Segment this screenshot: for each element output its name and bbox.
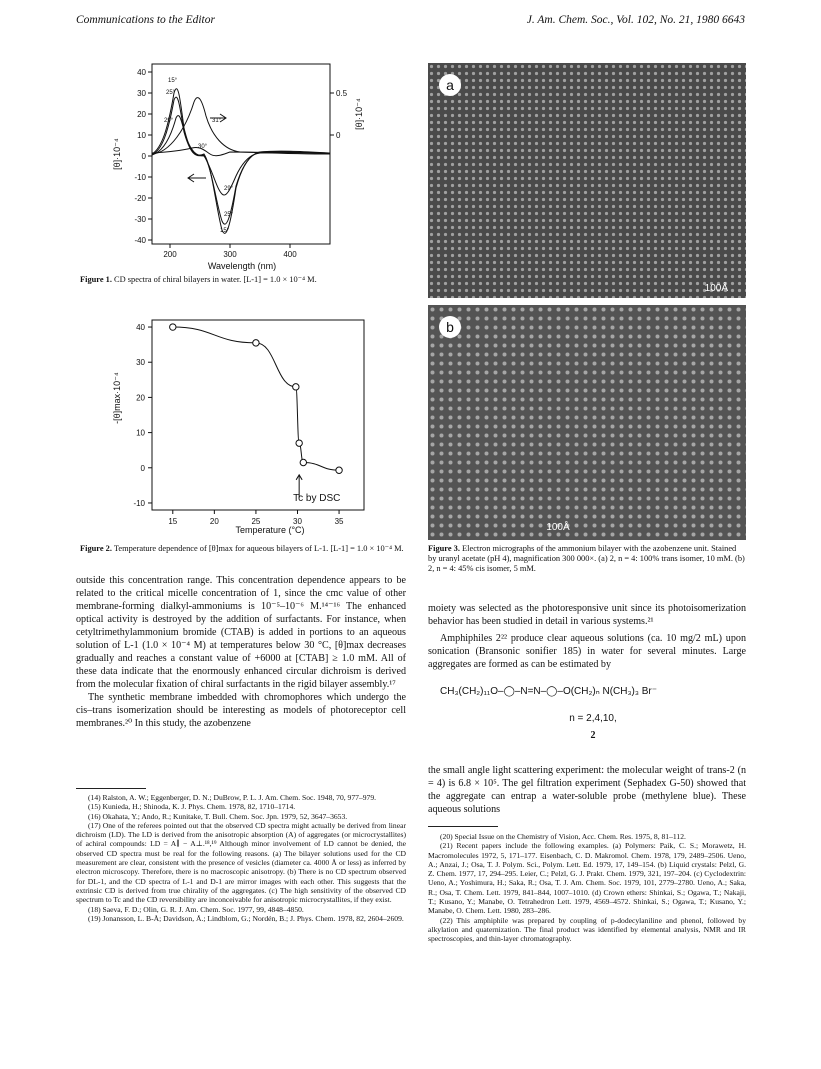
f1-right-tick: 0.5 — [336, 89, 348, 98]
f2-ytick-label: 10 — [136, 428, 145, 438]
f2-xtick-label: 35 — [334, 517, 344, 526]
left-paragraph-1: outside this concentration range. This concentration dependence appears to be related to the critical micelle concentration of 1, since the cmc value of other membrane-forming dialkyl-ammoniums is 10⁻⁵–10⁻⁶ M.¹⁴⁻¹⁶ The enhanced optical activity is destroyed by the addition of surfactants. For instance, when cetyltrimethylammonium bromide (CTAB) is added in portions to an aqueous solution of L-1 (1.0 × 10⁻⁴ M) at temperatures below 30 °C, [θ]max decreases gradually and reaches a constant value of +6000 at [CTAB] ≥ 1.0 mM. All of these data indicate that the enormously enhanced circular dichroism is derived from the molecular fixation of chiral surfactants in the rigid bilayer assembly.¹⁷ — [76, 575, 406, 690]
f1-curve-label: 25° — [224, 212, 234, 218]
right-paragraph-3: the small angle light scattering experiment: the molecular weight of trans-2 (n = 4) is 6.8 × 10⁵. The gel filtration experiment (Sephadex G-50) showed that the aggregate can entrap a water-soluble probe (methylene blue). These aqueous solutions — [428, 765, 746, 815]
micrograph-b-texture — [428, 305, 746, 540]
f1-ytick: 30 — [137, 89, 146, 98]
right-column-body — [428, 602, 746, 671]
cd-curve-15 — [152, 89, 330, 234]
f2-data-point — [253, 340, 259, 346]
footnote-rule-left — [76, 788, 146, 789]
f2-data-point — [336, 467, 342, 473]
f1-xtick: 400 — [283, 250, 297, 259]
micrograph-a — [428, 63, 746, 298]
micrograph-a-label: a — [446, 77, 454, 93]
f2-ytick-label: 20 — [136, 393, 145, 403]
f2-xtick-label: 30 — [293, 517, 302, 526]
cd-curve-31 — [152, 98, 330, 154]
f2-data-point — [296, 440, 302, 446]
figure2-caption-label: Figure 2. — [80, 544, 112, 553]
f2-data-point — [170, 324, 176, 330]
footnote-15: (15) Kunieda, H.; Shinoda, K. J. Phys. Chem. 1978, 82, 1710–1714. — [88, 802, 296, 812]
f1-ytick: -30 — [134, 215, 146, 224]
figure1-caption-label: Figure 1. — [80, 275, 112, 284]
f1-curve-label: 29° — [164, 118, 174, 124]
right-paragraph-1: moiety was selected as the photoresponsive unit since its photoisomerization behavior has been studied in detail in various systems.²¹ — [428, 603, 746, 627]
f2-series-line — [173, 327, 339, 470]
footnote-14: (14) Ralston, A. W.; Eggenberger, D. N.; DuBrow, P. L. J. Am. Chem. Soc. 1948, 70, 977–979. — [88, 793, 377, 802]
f1-xtick: 200 — [163, 250, 177, 259]
cd-curve-29 — [152, 116, 330, 195]
left-column-body — [76, 574, 406, 730]
figure1-cd-spectra — [100, 58, 380, 273]
f2-annotation: Tc by DSC — [293, 493, 341, 505]
micrograph-b — [428, 305, 746, 540]
structure-formula: CH₃(CH₂)₁₁O–◯–N=N–◯–O(CH₂)ₙ N(CH₃)₃ Br⁻ — [440, 686, 657, 697]
f2-ylabel: -[θ]max·10⁻⁴ — [112, 372, 122, 424]
right-footnotes — [428, 832, 746, 944]
f1-curve-label: 29° — [224, 186, 234, 192]
footnote-22: (22) This amphiphile was prepared by coupling of p-dodecylaniline and phenol, followed by alkylation and quaternization. The final product was identified by elemental analysis, NMR and IR spectroscopies, and thin-layer chromatography. — [428, 915, 746, 944]
figure2-caption — [80, 544, 410, 554]
f2-xtick-label: 15 — [168, 517, 178, 526]
footnote-rule-right — [428, 826, 498, 827]
f1-ytick: 0 — [141, 152, 146, 161]
f1-curve-label: 15° — [220, 228, 230, 234]
right-paragraph-2: Amphiphiles 2²² produce clear aqueous solutions (ca. 10 mg/2 mL) upon sonication (Bransonic sonifier 185) in water for several minutes. Large aggregates are formed as can be estimated by — [428, 633, 746, 670]
running-header-right: J. Am. Chem. Soc., Vol. 102, No. 21, 1980 6643 — [526, 14, 745, 26]
f1-ytick: -40 — [134, 236, 146, 245]
footnote-18: (18) Saeva, F. D.; Olin, G. R. J. Am. Chem. Soc. 1977, 99, 4848–4850. — [88, 904, 304, 914]
footnote-20: (20) Special Issue on the Chemistry of Vision, Acc. Chem. Res. 1975, 8, 81–112. — [440, 832, 686, 841]
f1-curve-label: 30° — [198, 144, 208, 150]
f2-frame — [152, 320, 364, 510]
f1-ytick: -20 — [134, 194, 146, 203]
figure1-caption — [80, 275, 410, 285]
micrograph-a-scale: 100Å — [704, 283, 728, 294]
f1-xtick: 300 — [223, 250, 237, 259]
f1-ylabel-right: [θ]·10⁻⁴ — [354, 98, 364, 130]
f2-xtick-label: 20 — [209, 517, 219, 526]
running-header-left: Communications to the Editor — [76, 14, 215, 26]
f2-data-point — [300, 459, 306, 465]
f1-ytick: 10 — [137, 131, 146, 140]
left-footnotes — [76, 793, 406, 923]
figure3-caption-label: Figure 3. — [428, 544, 460, 553]
micrograph-b-label: b — [446, 319, 454, 335]
f1-ylabel-left: [θ]·10⁻⁴ — [112, 138, 122, 170]
left-paragraph-2: The synthetic membrane imbedded with chromophores which undergo the cis–trans isomerization should be interesting as models of photoreceptor cell membranes.²⁰ In this study, the azobenzene — [76, 692, 406, 729]
structure-compound-number: 2 — [590, 730, 596, 741]
footnote-19: (19) Jonansson, L. B-Å; Davidson, Å.; Lindblom, G.; Nordén, B.; J. Phys. Chem. 1978, 82, 2604–2609. — [88, 913, 404, 923]
arrow-left-icon — [188, 174, 206, 182]
micrograph-b-scale: 100Å — [546, 522, 570, 533]
f1-ytick: 40 — [137, 68, 146, 77]
f1-ytick: 20 — [137, 110, 146, 119]
f1-right-tick: 0 — [336, 131, 341, 140]
f2-xtick-label: 25 — [251, 517, 261, 526]
f1-curve-label: 31° — [212, 118, 222, 124]
figure3-caption-text: Electron micrographs of the ammonium bilayer with the azobenzene unit. Stained by uranyl acetate (pH 4), magnification 300 000×. (a) 2, n = 4: 100% trans isomer, 10 mM. (b) 2, n = 4: 45% cis isomer, 5 mM. — [428, 544, 745, 573]
f2-ytick-label: 0 — [140, 463, 145, 473]
f2-xlabel: Temperature (°C) — [235, 525, 305, 535]
footnote-21: (21) Recent papers include the following examples. (a) Polymers: Paik, C. S.; Morawetz, H. Macromolecules 1972, 5, 171–177. Eisenbach, C. D. Makromol. Chem. 1978, 179, 2489–2506. Ueno, A.; Anzai, J.; Osa, T. J. Polym. Sci., Polym. Lett. Ed. 1979, 17, 149–154. (b) Liquid crystals: Pelzl, G. Z. Chem. 1977, 17, 294–295. Leier, C.; Pelzl, G. J. Prakt. Chem. 1979, 321, 197–204. (c) Cyclodextrin: Ueno, A.; Yoshimura, H.; Saka, R.; Osa, T. J. Am. Chem. Soc. 1979, 101, 2779–2780. Ueno, A.; Saka, R.; Osa, T. Chem. Lett. 1979, 841–844, 1007–1010. (d) Crown ethers: Shinkai, S.; Ogawa, T.; Nakaji, T.; Kusano, Y.; Manabe, O. Tetrahedron Lett. 1979, 4569–4572. Shinkai, S.; Ogawa, T.; Kusano, Y.; Manabe, O. Chem. Lett. 1980, 283–286. — [428, 841, 746, 916]
footnote-17: (17) One of the referees pointed out that the observed CD spectra might actually be derived from linear dichroism (LD). The LD is derived from the anisotropic absorption (A) of aggregates (or microcrystallites) of achiral compounds: LD = A∥ − A⊥.¹⁸,¹⁹ Although minor involvement of LD cannot be denied, the observed CD spectra must be real for the following reasons. (a) The bilayer solutions used for the CD measurement are clear, consistent with the presence of vesicles (diameter ca. 4000 Å or less) as inferred by electron microscopy. Therefore, there is no macroscopic anisotropy. (b) There is no CD spectrum observed for DL-1, and the CD spectra of L-1 and D-1 are mirror images with each other. This suggests that the extrinsic CD is derived from true chirality of the aggregates. (c) The high sensitivity of the observed CD spectrum to Tc and the CD reversibility are inconceivable for anisotropic microcrystallites, if they exist. — [76, 820, 406, 905]
f2-ytick-label: 30 — [136, 358, 145, 368]
f2-data-point — [293, 384, 299, 390]
figure2-temperature-plot — [100, 314, 380, 536]
f2-ytick-label: 40 — [136, 323, 145, 333]
figure2-caption-text: Temperature dependence of [θ]max for aqueous bilayers of L-1. [L-1] = 1.0 × 10⁻⁴ M. — [113, 544, 404, 553]
figure3-caption — [428, 544, 746, 574]
chemical-structure — [440, 686, 746, 741]
figure1-caption-text: CD spectra of chiral bilayers in water. [L-1] = 1.0 × 10⁻⁴ M. — [114, 275, 317, 284]
micrograph-a-texture — [428, 63, 746, 298]
f1-curve-label: 15° — [168, 78, 178, 84]
f1-ytick: -10 — [134, 173, 146, 182]
f2-ytick-label: -10 — [133, 498, 145, 508]
f1-xlabel: Wavelength (nm) — [207, 261, 277, 271]
footnote-16: (16) Okahata, Y.; Ando, R.; Kunitake, T. Bull. Chem. Soc. Jpn. 1979, 52, 3647–3653. — [88, 811, 348, 821]
f1-curve-label: 25° — [166, 90, 176, 96]
structure-n-values: n = 2,4,10, — [569, 713, 617, 724]
right-column-body-2 — [428, 764, 746, 816]
